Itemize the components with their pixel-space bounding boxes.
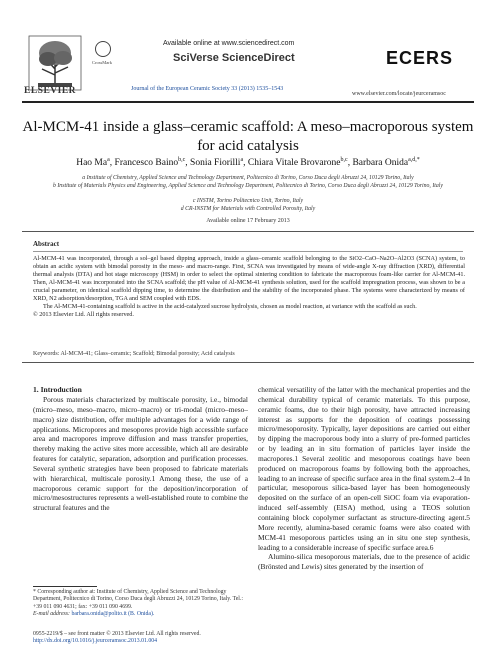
- intro-paragraph-1: Porous materials characterized by multiscale porosity, i.e., bimodal (micro–meso, meso–macro, micro–macro) or tri-modal (micro–meso–macro) size distribution, offer multiple advantages for a wide range of applications. Micropores and mesopores provide high accessible surface area and macropores improve diffusion and mass transfer properties, thereby making the active sites more accessible, which all are desirable features for catalytic, separation, adsorption and purification processes. Several synthetic strategies have been proposed to fabricate materials with hierarchical, multiscale porosity.1 Among these, the use of a macroporous ceramic support for the deposition/incorporation of micro/mesostructures represents a well-established route to combine the structural features and the: [33, 395, 248, 513]
- affiliation-b: b Institute of Materials Physics and Engineering, Applied Science and Technology Department, Politecnico di Torino, Corso Duca degli Abruzzi 24, 10129 Torino, Italy: [53, 183, 443, 189]
- crossmark-icon[interactable]: [95, 41, 111, 57]
- affiliation-c: c INSTM, Torino Politecnico Unit, Torino, Italy: [192, 198, 304, 204]
- author-list: Hao Ma$^a$, Francesco Baino$^{b,c}$, Sonia Fiorilli$^a$, Chiara Vitale Brovarone$^{b,c}$, Barbara Onida$^{a,d,*}$: [76, 157, 420, 169]
- available-online-text: Available online at www.sciencedirect.com: [163, 40, 295, 47]
- journal-url[interactable]: www.elsevier.com/locate/jeurceramsoc: [352, 91, 446, 97]
- corresponding-author-footnote: [33, 589, 248, 619]
- email-label: E-mail address:: [33, 611, 70, 618]
- copyright-line: © 2013 Elsevier Ltd. All rights reserved.: [33, 311, 134, 318]
- abstract-body: [33, 255, 465, 319]
- author-email-link[interactable]: barbara.onida@polito.it (B. Onida).: [71, 611, 155, 618]
- intro-paragraph-1-continued: chemical versatility of the latter with the mechanical properties and the chemical durability typical of ceramic materials. To this purpose, ceramic foams, due to their high porosity, have attracted increasing interest as supports for the deposition of coatings possessing micro/mesoporosity. Typically, layer depositions are carried out either by dipping the macroporous body into a slurry of pre-formed particles or by leading an in situ formation of particles layer inside the macropores.1 Several zeolitic and mesoporous coatings have been produced on macroporous foams by following both the approaches, leading to an increase of specific surface area in the final system.2–4 In particular, mesoporous silica-based layer has been homogeneously deposited on the surface of an open-cell SiOC foam via evaporation-induced self-assembly (EISA) method, using a TEOS solution containing block copolymer surfactant as structure-directing agent.5 More recently, alumina-based ceramic foams were also coated with MCM-41 mesoporous particles using an in situ one step synthesis, leading to a considerable increase of specific surface area.6: [258, 385, 470, 552]
- intro-paragraph-2: Alumino-silica mesoporous materials, due to the presence of acidic (Brönsted and Lewis) sites generated by the insertion of: [258, 552, 470, 572]
- title-divider: [22, 231, 474, 232]
- left-column: [33, 395, 248, 513]
- right-column: [258, 385, 470, 572]
- journal-logo: ECERS: [386, 48, 454, 68]
- platform-name: SciVerse ScienceDirect: [173, 52, 295, 64]
- abstract-heading: Abstract: [33, 240, 60, 248]
- affiliation-d: d CR-INSTM for Materials with Controlled Porosity, Italy: [180, 206, 316, 212]
- publisher-name: ELSEVIER: [24, 86, 77, 96]
- keywords-divider: [22, 362, 474, 363]
- footnote-text: * Corresponding author at: Institute of Chemistry, Applied Science and Technology Department, Politecnico di Torino, Corso Duca degli Abruzzi 24, 10129 Torino, Italy. Tel.: +39 011 090 4631; fax: +39 011 090 4699.: [33, 589, 243, 610]
- page-footer: [33, 631, 201, 646]
- keywords: Keywords: Al-MCM-41; Glass–ceramic; Scaffold; Bimodal porosity; Acid catalysis: [33, 351, 235, 357]
- affiliation-a: a Institute of Chemistry, Applied Science and Technology Department, Politecnico di Torino, Corso Duca degli Abruzzi 24, 10129 Torino, Italy: [82, 175, 414, 181]
- section-heading-introduction: 1. Introduction: [33, 385, 82, 394]
- abstract-paragraph-1: Al-MCM-41 was incorporated, through a sol–gel based dipping approach, inside a glass–ceramic scaffold belonging to the SiO2–CaO–Na2O–Al2O3 (SCNA) system, to obtain an acidic system with bimodal porosity in the meso- and macro-range. First, SCNA was investigated by means of wide-angle X-ray diffraction (XRD), differential thermal analysis (DTA) and hot stage microscopy (HSM) in order to select the optimal sintering condition to fabricate the macroporous foam-like carrier for Al-MCM-41. Then, Al-MCM-41 was incorporated into the SCNA scaffold; the pH value of Al-MCM-41 synthesis solution, used for the scaffold impregnation process, was shown to be a crucial parameter, on identical scaffold dipping time, to determine the distribution and the stability of the incorporated phase. The systems were characterized by means of XRD, N2 adsorption/desorption, TGA and SEM coupled with EDS.: [33, 255, 465, 302]
- doi-link[interactable]: http://dx.doi.org/10.1016/j.jeurceramsoc.2013.01.004: [33, 638, 158, 645]
- article-title: Al-MCM-41 inside a glass–ceramic scaffold: A meso–macroporous system for acid catalysis: [22, 119, 474, 154]
- journal-reference-link[interactable]: Journal of the European Ceramic Society 33 (2013) 1535–1543: [131, 86, 284, 92]
- available-date: Available online 17 February 2013: [206, 218, 290, 224]
- header-divider: [22, 101, 474, 103]
- abstract-paragraph-2: The Al-MCM-41-containing scaffold is active in the acid-catalyzed sucrose hydrolysis, chosen as model reaction, at variance with the scaffold as such.: [43, 303, 417, 310]
- issn-line: 0955-2219/$ – see front matter © 2013 Elsevier Ltd. All rights reserved.: [33, 631, 201, 637]
- abstract-divider: [33, 251, 463, 252]
- crossmark-label: CrossMark: [92, 60, 112, 65]
- footnote-divider: [33, 586, 97, 587]
